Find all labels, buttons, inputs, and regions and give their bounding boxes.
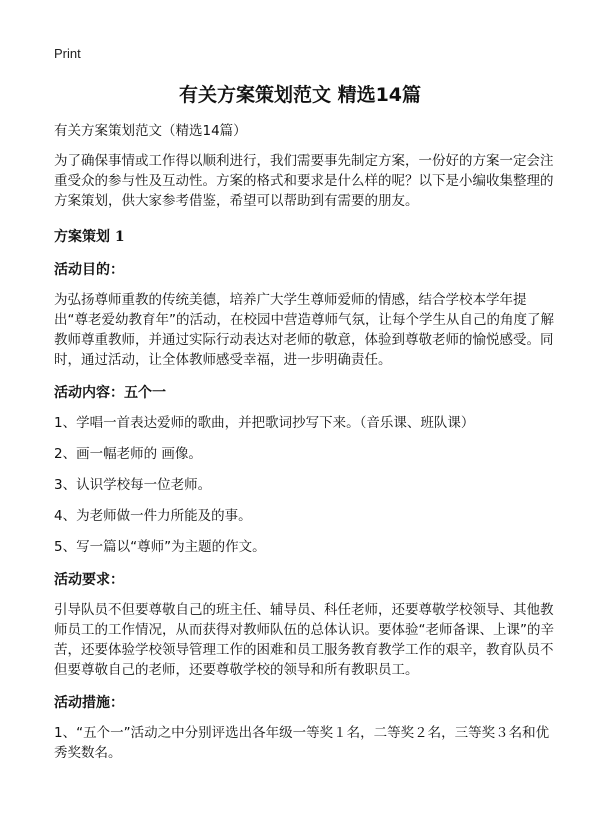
intro-paragraph: 为了确保事情或工作得以顺利进行，我们需要事先制定方案，一份好的方案一定会注重受众的参与性及互动性。方案的格式和要求是什么样的呢？以下是小编收集整理的方案策划，供大家参考借鉴，希望可以帮助到有需要的朋友。 (54, 153, 554, 209)
purpose-heading: 活动目的： (54, 262, 124, 278)
requirements-paragraph: 引导队员不但要尊敬自己的班主任、辅导员、科任老师，还要尊敬学校领导、其他教师员工的工作情况，从而获得对教师队伍的总体认识。要体验“老师备课、上课”的辛苦，还要体验学校领导管理工作的困难和员工服务教育教学工作的艰辛，教育队员不但要尊敬自己的老师，还要尊敬学校的领导和所有教职员工。 (54, 602, 554, 678)
content-list-item: 2、画一幅老师的 画像。 (54, 446, 202, 462)
content-list-item: 3、认识学校每一位老师。 (54, 477, 212, 493)
content-list-item: 4、为老师做一件力所能及的事。 (54, 508, 252, 524)
content-list-item: 5、写一篇以“尊师”为主题的作文。 (54, 539, 266, 555)
requirements-heading: 活动要求： (54, 572, 124, 588)
content-list-item: 1、学唱一首表达爱师的歌曲，并把歌词抄写下来。（音乐课、班队课） (54, 415, 475, 431)
content-heading: 活动内容：五个一 (54, 385, 166, 401)
document-subtitle: 有关方案策划范文（精选14篇） (54, 123, 247, 139)
purpose-paragraph: 为弘扬尊师重教的传统美德，培养广大学生尊师爱师的情感，结合学校本学年提出“尊老爱幼教育年”的活动，在校园中营造尊师气氛，让每个学生从自己的角度了解教师尊重教师，并通过实际行动表达对老师的敬意，体验到尊敬老师的愉悦感受。同时，通过活动，让全体教师感受幸福，进一步明确责任。 (54, 292, 554, 368)
measures-heading: 活动措施： (54, 695, 124, 711)
document-body (54, 121, 554, 763)
print-link[interactable]: Print (54, 46, 81, 61)
document-title: 有关方案策划范文 精选14篇 (178, 84, 422, 106)
measures-list-item: 1、“五个一”活动之中分别评选出各年级一等奖１名，二等奖２名，三等奖３名和优秀奖数名。 (54, 725, 550, 761)
plan-heading: 方案策划 1 (54, 229, 125, 245)
